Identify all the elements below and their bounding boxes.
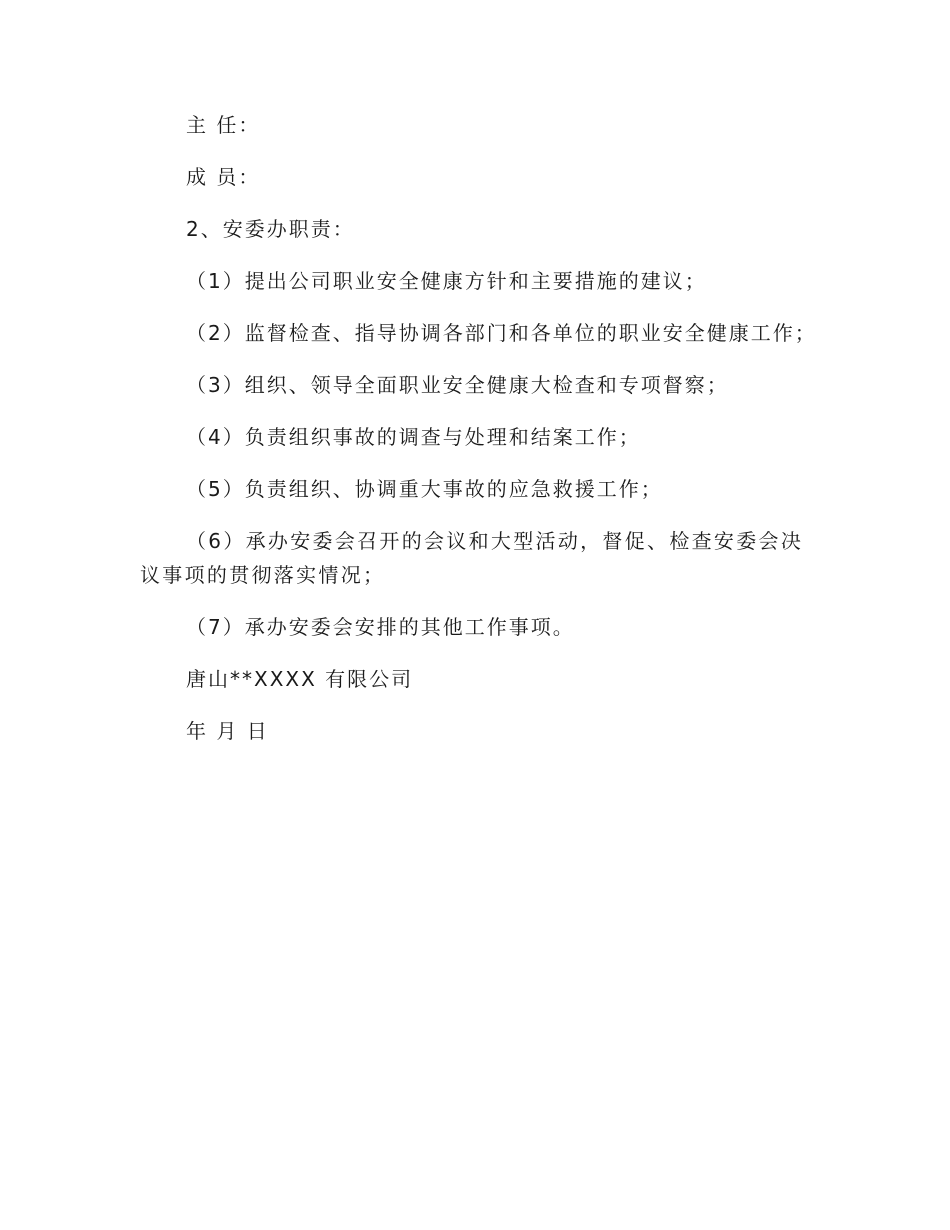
duty-item-3: （3）组织、领导全面职业安全健康大检查和专项督察； xyxy=(186,373,729,397)
section-heading: 2、安委办职责： xyxy=(186,217,355,241)
company-signature: 唐山**XXXX 有限公司 xyxy=(186,667,414,691)
duty-item-2: （2）监督检查、指导协调各部门和各单位的职业安全健康工作； xyxy=(186,321,817,345)
date-line: 年 月 日 xyxy=(186,719,269,743)
duty-item-5: （5）负责组织、协调重大事故的应急救援工作； xyxy=(186,477,663,501)
members-line: 成 员： xyxy=(186,165,261,189)
document-body xyxy=(140,108,820,766)
duty-item-4: （4）负责组织事故的调查与处理和结案工作； xyxy=(186,425,641,449)
director-line: 主 任： xyxy=(186,113,261,137)
duty-item-6: （6）承办安委会召开的会议和大型活动，督促、检查安委会决议事项的贯彻落实情况； xyxy=(140,529,804,587)
duty-item-1: （1）提出公司职业安全健康方针和主要措施的建议； xyxy=(186,269,707,293)
duty-item-7: （7）承办安委会安排的其他工作事项。 xyxy=(186,615,575,639)
